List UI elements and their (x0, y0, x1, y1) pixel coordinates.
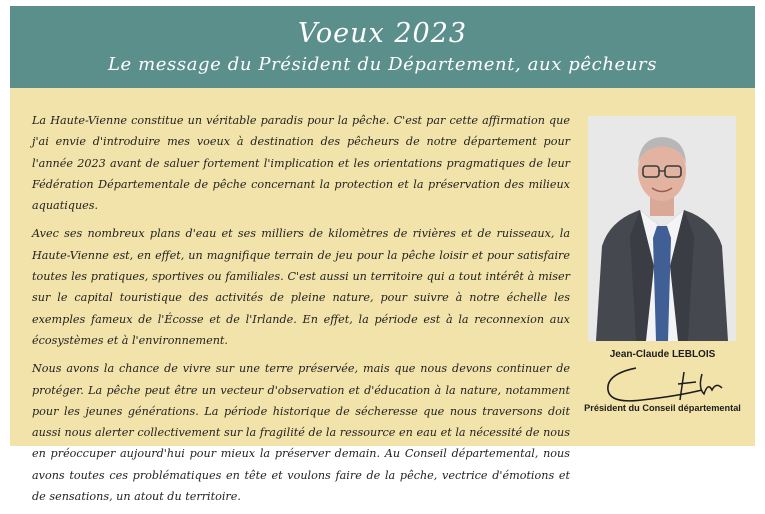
handwritten-signature (598, 360, 738, 406)
message-body (32, 110, 570, 514)
page-subtitle: Le message du Président du Département, aux pêcheurs (107, 54, 658, 75)
header-banner (10, 6, 755, 88)
paragraph-2: Avec ses nombreux plans d'eau et ses milliers de kilomètres de rivières et de ruisseaux, la Haute-Vienne est, en effet, un magnifique terrain de jeu pour la pêche loisir et pour satisfaire toutes les pratiques, sportives ou familiales. C'est aussi un territoire qui a tout intérêt à miser sur le capital touristique des activités de pleine nature, pour suivre à notre échelle les exemples fameux de l'Écosse et de l'Irlande. En effet, la période est à la reconnexion aux écosystèmes et à l'environnement. (32, 227, 570, 347)
portrait-illustration (588, 116, 736, 341)
president-photo (588, 116, 736, 341)
page-title: Voeux 2023 (297, 18, 468, 49)
signatory-name: Jean-Claude LEBLOIS (609, 349, 716, 360)
signatory-role: Président du Conseil départemental (584, 403, 741, 413)
paragraph-3: Nous avons la chance de vivre sur une terre préservée, mais que nous devons continuer de protéger. La pêche peut être un vecteur d'observation et d'éducation à la nature, notamment pour les jeunes générations. La période historique de sécheresse que nous traversons doit aussi nous alerter collectivement sur la fragilité de la ressource en eau et la nécessité de nous en préoccuper aujourd'hui pour mieux la préserver demain. Au Conseil départemental, nous avons toutes ces problématiques en tête et voulons faire de la pêche, vectrice d'émotions et de sensations, un atout du territoire. (32, 362, 570, 504)
greeting-card (10, 6, 755, 504)
paragraph-1: La Haute-Vienne constitue un véritable paradis pour la pêche. C'est par cette affirmation que j'ai envie d'introduire mes voeux à destination des pêcheurs de notre département pour l'année 2023 avant de saluer fortement l'implication et les orientations pragmatiques de leur Fédération Départementale de pêche concernant la protection et la préservation des milieux aquatiques. (32, 114, 570, 213)
